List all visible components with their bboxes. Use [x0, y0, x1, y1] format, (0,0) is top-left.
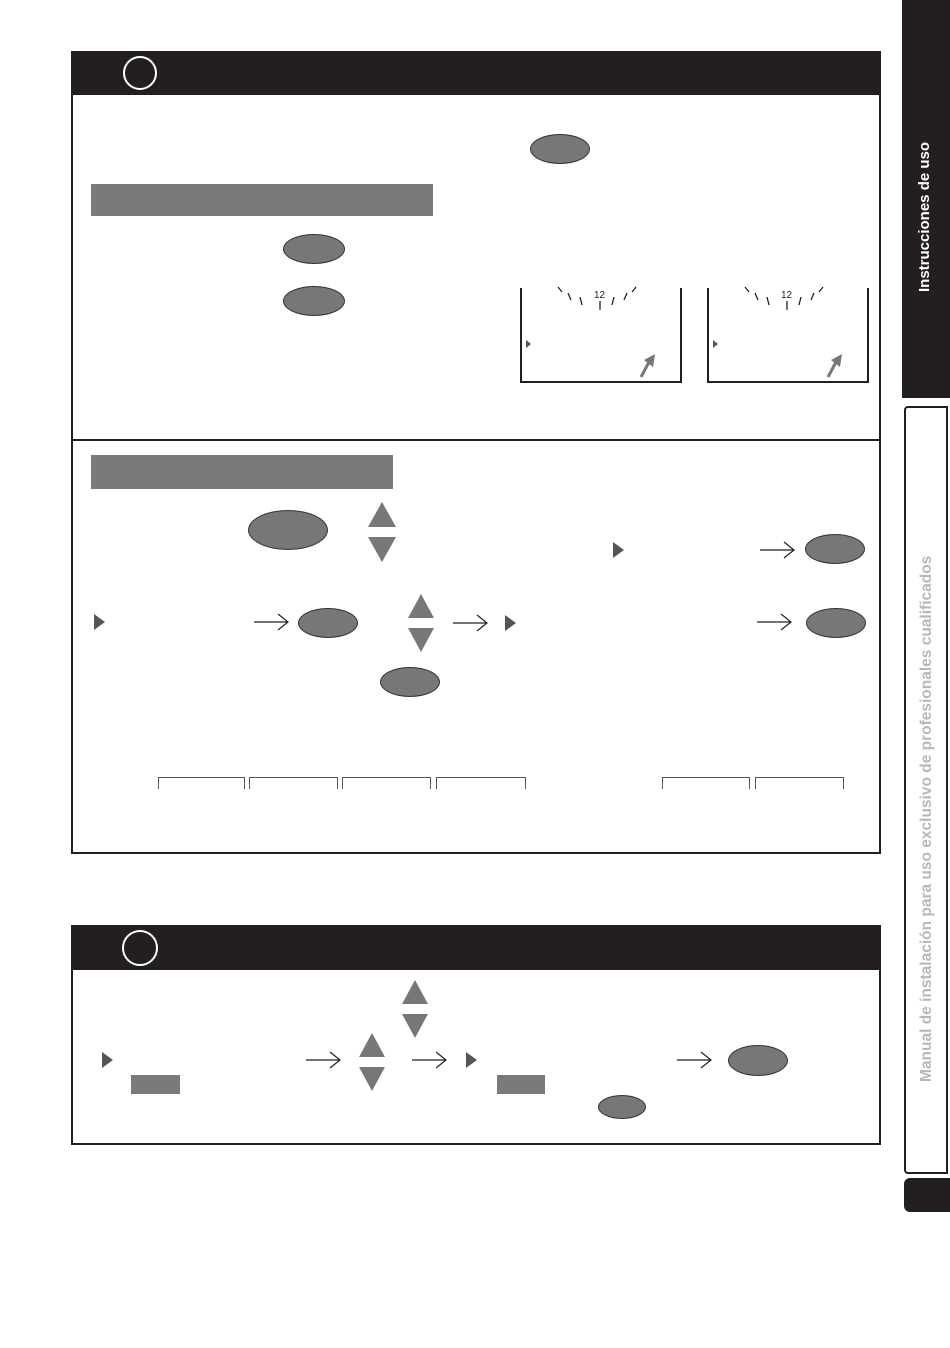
section-2-number-circle: [122, 930, 158, 966]
pointer-triangle-icon: [612, 541, 626, 559]
section-1-number-circle: [123, 56, 157, 90]
side-tab-instructions-label: Instrucciones de uso: [916, 141, 933, 292]
arrow-right-icon: [757, 612, 793, 632]
bracket-line: [158, 777, 245, 789]
button-oval: [283, 234, 345, 264]
page-number-tab: [904, 1178, 950, 1212]
clock-label-12: 12: [781, 290, 793, 301]
clock-label-12: 12: [594, 290, 606, 301]
arrow-right-icon: [412, 1050, 448, 1070]
up-down-arrows-icon: [358, 1033, 388, 1095]
subsection-bar: [91, 184, 433, 216]
bracket-line: [436, 777, 526, 789]
button-oval: [728, 1045, 788, 1076]
section-1-header: [71, 51, 881, 95]
section-2-header: [71, 925, 881, 970]
side-tab-installation-label: Manual de instalación para uso exclusivo de profesionales cualificados: [918, 555, 935, 1082]
arrow-right-icon: [254, 612, 290, 632]
arrow-right-icon: [453, 613, 489, 633]
arrow-right-icon: [306, 1050, 342, 1070]
bracket-line: [755, 777, 844, 789]
up-down-arrows-icon: [407, 594, 437, 656]
up-down-arrows-icon: [401, 980, 431, 1042]
pointer-triangle-icon: [465, 1051, 479, 1069]
divider: [73, 439, 879, 441]
button-oval: [248, 510, 328, 550]
section-1-panel: [71, 51, 881, 854]
side-tab-instructions: [902, 0, 950, 398]
up-down-arrows-icon: [367, 502, 397, 564]
indicator-block: [131, 1075, 180, 1094]
arrow-right-icon: [760, 540, 796, 560]
button-oval: [598, 1095, 646, 1119]
indicator-block: [497, 1075, 545, 1094]
bracket-line: [662, 777, 750, 789]
pointer-triangle-icon: [93, 613, 107, 631]
button-oval: [380, 667, 440, 697]
bracket-line: [342, 777, 431, 789]
pointer-triangle-icon: [101, 1051, 115, 1069]
button-oval: [805, 534, 865, 564]
button-oval: [806, 608, 866, 638]
button-oval: [530, 134, 590, 164]
button-oval: [283, 286, 345, 316]
side-tab-installation: [904, 406, 948, 1174]
arrow-right-icon: [677, 1050, 713, 1070]
button-oval: [298, 608, 358, 638]
pointer-triangle-icon: [504, 614, 518, 632]
subsection-bar: [91, 455, 393, 489]
bracket-line: [249, 777, 338, 789]
